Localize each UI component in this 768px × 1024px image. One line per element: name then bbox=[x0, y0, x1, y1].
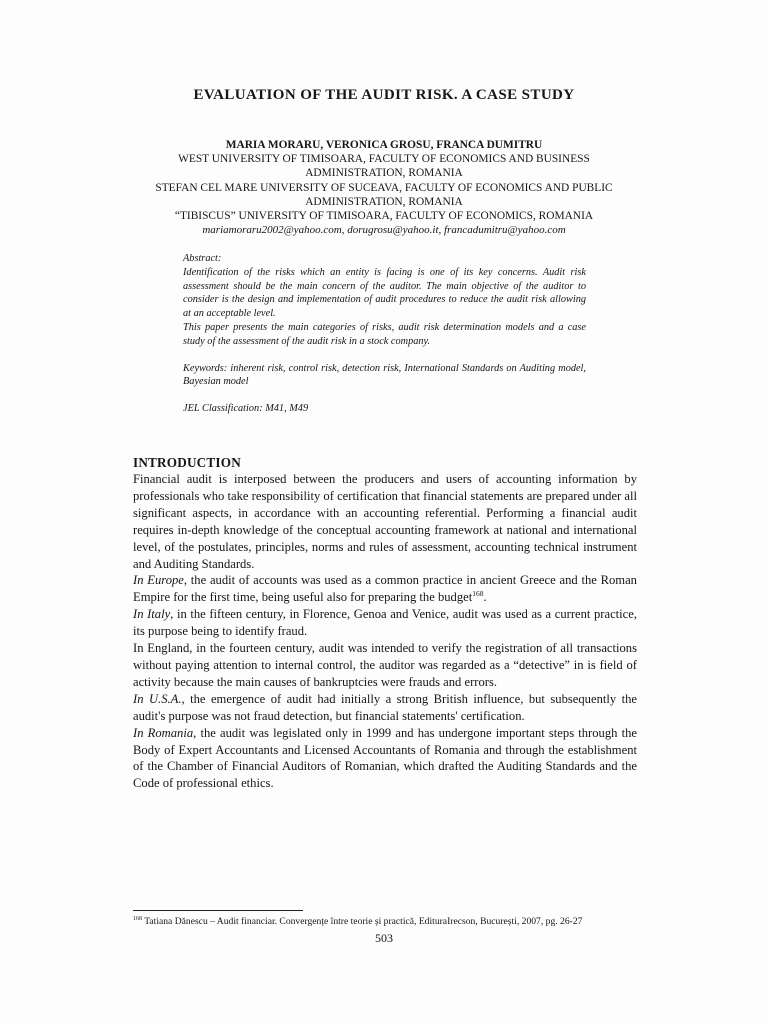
body-paragraph: Financial audit is interposed between the producers and users of accounting information by professionals who take responsibility of certification that financial statements are prepared under all significant aspects, in accordance with an accounting referential. Performing a financial audit requires in-depth knowledge of the conceptual accounting framework at national and international level, of the postulates, principles, norms and rules of assessment, accounting technical instrument and Auditing Standards. bbox=[133, 472, 637, 571]
affiliation-line: ADMINISTRATION, ROMANIA bbox=[305, 167, 463, 180]
author-block bbox=[130, 138, 638, 237]
body-paragraph bbox=[133, 691, 637, 725]
footnote-number: 168 bbox=[133, 915, 142, 922]
footnote-text: Tatiana Dănescu – Audit financiar. Convergențe între teorie și practică, EdituraIrecson, București, 2007, pg. 26-27 bbox=[142, 916, 583, 927]
paragraph-text: , the audit was legislated only in 1999 and has undergone important steps through the Body of Expert Accountants and Licensed Accountants of Romania and through the establishment of the Chamber of Financial Auditors of Romanian, which drafted the Auditing Standards and the Code of professional ethics. bbox=[133, 725, 637, 791]
affiliation-line: WEST UNIVERSITY OF TIMISOARA, FACULTY OF ECONOMICS AND BUSINESS bbox=[178, 153, 590, 166]
jel-codes: M41, M49 bbox=[262, 403, 309, 415]
place-name: In Europe bbox=[133, 573, 184, 588]
keywords: Keywords: inherent risk, control risk, detection risk, International Standards on Auditing model, Bayesian model bbox=[183, 362, 586, 388]
body-paragraph bbox=[133, 725, 637, 793]
abstract-label: Abstract: bbox=[183, 253, 222, 264]
paragraph-text: , the audit of accounts was used as a common practice in ancient Greece and the Roman Empire for the first time, being useful also for preparing the budget bbox=[133, 573, 637, 605]
jel-classification bbox=[183, 402, 586, 416]
place-name: In Italy bbox=[133, 607, 171, 622]
affiliation-line: STEFAN CEL MARE UNIVERSITY OF SUCEAVA, FACULTY OF ECONOMICS AND PUBLIC bbox=[155, 181, 613, 194]
paragraph-text: , in the fifteen century, in Florence, Genoa and Venice, audit was used as a current practice, its purpose being to identify fraud. bbox=[133, 607, 637, 639]
jel-separator: : bbox=[259, 403, 263, 415]
jel-label: JEL Classification bbox=[183, 403, 260, 415]
author-names: MARIA MORARU, VERONICA GROSU, FRANCA DUMITRU bbox=[225, 139, 543, 151]
footnote bbox=[133, 916, 643, 928]
footnote-ref[interactable]: 168 bbox=[472, 589, 484, 599]
place-name: In U.S.A. bbox=[133, 691, 182, 706]
affiliation-line: ADMINISTRATION, ROMANIA bbox=[305, 195, 463, 208]
body-paragraph: In England, in the fourteen century, audit was intended to verify the registration of all transactions without paying attention to internal control, the auditor was regarded as a “detective” in is field of activity because the main causes of bankruptcies were frauds and errors. bbox=[133, 641, 637, 689]
author-emails: mariamoraru2002@yahoo.com, dorugrosu@yahoo.it, francadumitru@yahoo.com bbox=[202, 224, 566, 237]
introduction-heading: INTRODUCTION bbox=[133, 455, 241, 470]
introduction-section bbox=[133, 454, 637, 792]
abstract-section bbox=[183, 252, 586, 416]
place-name: In Romania bbox=[133, 725, 194, 740]
page-number: 503 bbox=[375, 931, 393, 945]
footnote-divider bbox=[133, 910, 303, 911]
body-paragraph bbox=[133, 606, 637, 640]
abstract-paragraph: This paper presents the main categories of risks, audit risk determination models and a case study of the assessment of the audit risk in a stock company. bbox=[183, 321, 586, 347]
abstract-paragraph: Identification of the risks which an entity is facing is one of its key concerns. Audit risk assessment should be the main concern of the auditor. The main objective of the auditor to consider is the design and implementation of audit procedures to reduce the audit risk allowing at an acceptable level. bbox=[183, 266, 586, 320]
paragraph-end: . bbox=[483, 590, 487, 605]
body-paragraph bbox=[133, 572, 637, 606]
paper-title: EVALUATION OF THE AUDIT RISK. A CASE STUDY bbox=[193, 87, 575, 103]
affiliation-line: “TIBISCUS” UNIVERSITY OF TIMISOARA, FACULTY OF ECONOMICS, ROMANIA bbox=[174, 210, 594, 223]
paragraph-text: , the emergence of audit had initially a strong British influence, but subsequently the audit's purpose was not fraud detection, but financial statements' certification. bbox=[133, 691, 638, 723]
